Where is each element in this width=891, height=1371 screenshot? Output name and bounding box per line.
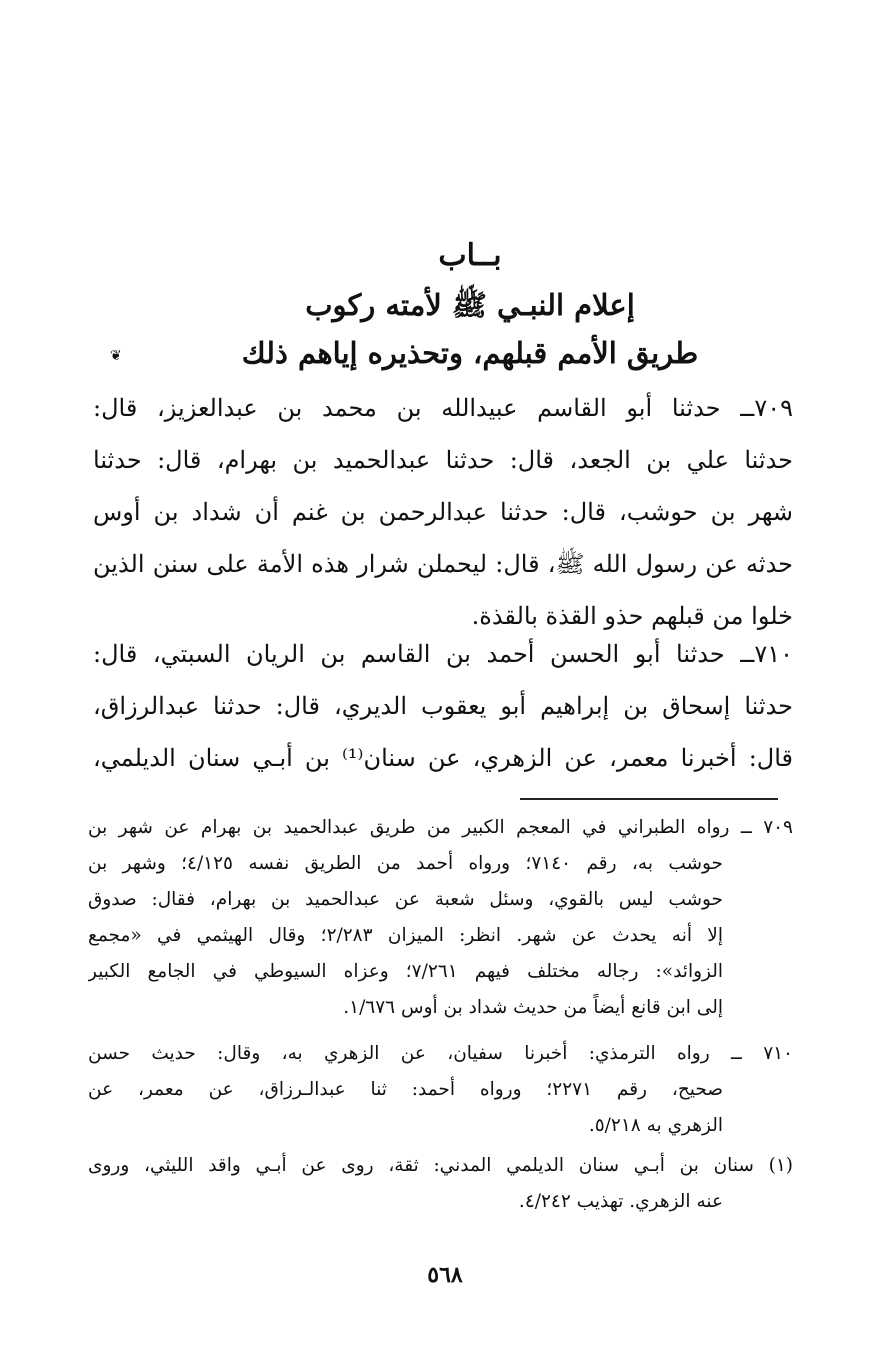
footnote-line: حوشب ليس بالقوي، وسئل شعبة عن عبدالحميد بن بهرام، فقال: صدوق: [88, 889, 723, 910]
footnote-line: ٧٠٩ ــ رواه الطبراني في المعجم الكبير من طريق عبدالحميد بن بهرام عن شهر بن: [88, 817, 793, 838]
chapter-title-line-1: إعلام النبـي ﷺ لأمته ركوب: [305, 288, 635, 322]
footnote-line: صحيح، رقم ٢٢٧١؛ ورواه أحمد: ثنا عبدالـرزاق، عن معمر، عن: [88, 1079, 723, 1100]
hadith-709: [93, 382, 793, 642]
footnote-710: [88, 1036, 793, 1144]
chapter-label: بــاب: [438, 238, 502, 273]
hadith-line: حدثه عن رسول الله ﷺ، قال: ليحملن شرار هذه الأمة على سنن الذين: [93, 550, 793, 578]
hadith-line: حدثنا علي بن الجعد، قال: حدثنا عبدالحميد بن بهرام، قال: حدثنا: [93, 446, 793, 474]
hadith-line: خلوا من قبلهم حذو القذة بالقذة.: [471, 602, 793, 630]
hadith-710: [93, 628, 793, 784]
hadith-line: ٧١٠ــ حدثنا أبو الحسن أحمد بن القاسم بن الريان السبتي، قال:: [93, 640, 793, 668]
footnote-line: ٧١٠ ــ رواه الترمذي: أخبرنا سفيان، عن الزهري به، وقال: حديث حسن: [88, 1043, 793, 1064]
ornament-icon: ❦: [110, 348, 122, 364]
hadith-line: ٧٠٩ــ حدثنا أبو القاسم عبيدالله بن محمد بن عبدالعزيز، قال:: [93, 394, 793, 422]
footnote-line: عنه الزهري. تهذيب ٤/٢٤٢.: [518, 1191, 723, 1212]
page-number: ٥٦٨: [427, 1262, 463, 1288]
chapter-title-line-2: طريق الأمم قبلهم، وتحذيره إياهم ذلك: [241, 336, 699, 370]
footnote-line: الزوائد»: رجاله مختلف فيهم ٧/٢٦١؛ وعزاه السيوطي في الجامع الكبير: [88, 961, 724, 982]
footnote-1: [88, 1148, 793, 1220]
footnote-line: الزهري به ٥/٢١٨.: [588, 1115, 723, 1136]
footnote-line: إلى ابن قانع أيضاً من حديث شداد بن أوس ١/٦٧٦.: [343, 997, 723, 1018]
footnote-line: (١) سنان بن أبـي سنان الديلمي المدني: ثقة، روى عن أبـي واقد الليثي، وروى: [88, 1155, 793, 1176]
hadith-line: قال: أخبرنا معمر، عن الزهري، عن سنان⁽¹⁾ بن أبـي سنان الديلمي،: [93, 744, 793, 772]
footnote-separator: [520, 798, 778, 800]
footnote-709: [88, 810, 793, 1026]
hadith-line: شهر بن حوشب، قال: حدثنا عبدالرحمن بن غنم أن شداد بن أوس: [93, 498, 793, 526]
hadith-line: حدثنا إسحاق بن إبراهيم أبو يعقوب الديري، قال: حدثنا عبدالرزاق،: [93, 692, 793, 720]
footnote-line: إلا أنه يحدث عن شهر. انظر: الميزان ٢/٢٨٣؛ وقال الهيثمي في «مجمع: [88, 925, 723, 946]
footnote-line: حوشب به، رقم ٧١٤٠؛ ورواه أحمد من الطريق نفسه ٤/١٢٥؛ وشهر بن: [88, 853, 723, 874]
